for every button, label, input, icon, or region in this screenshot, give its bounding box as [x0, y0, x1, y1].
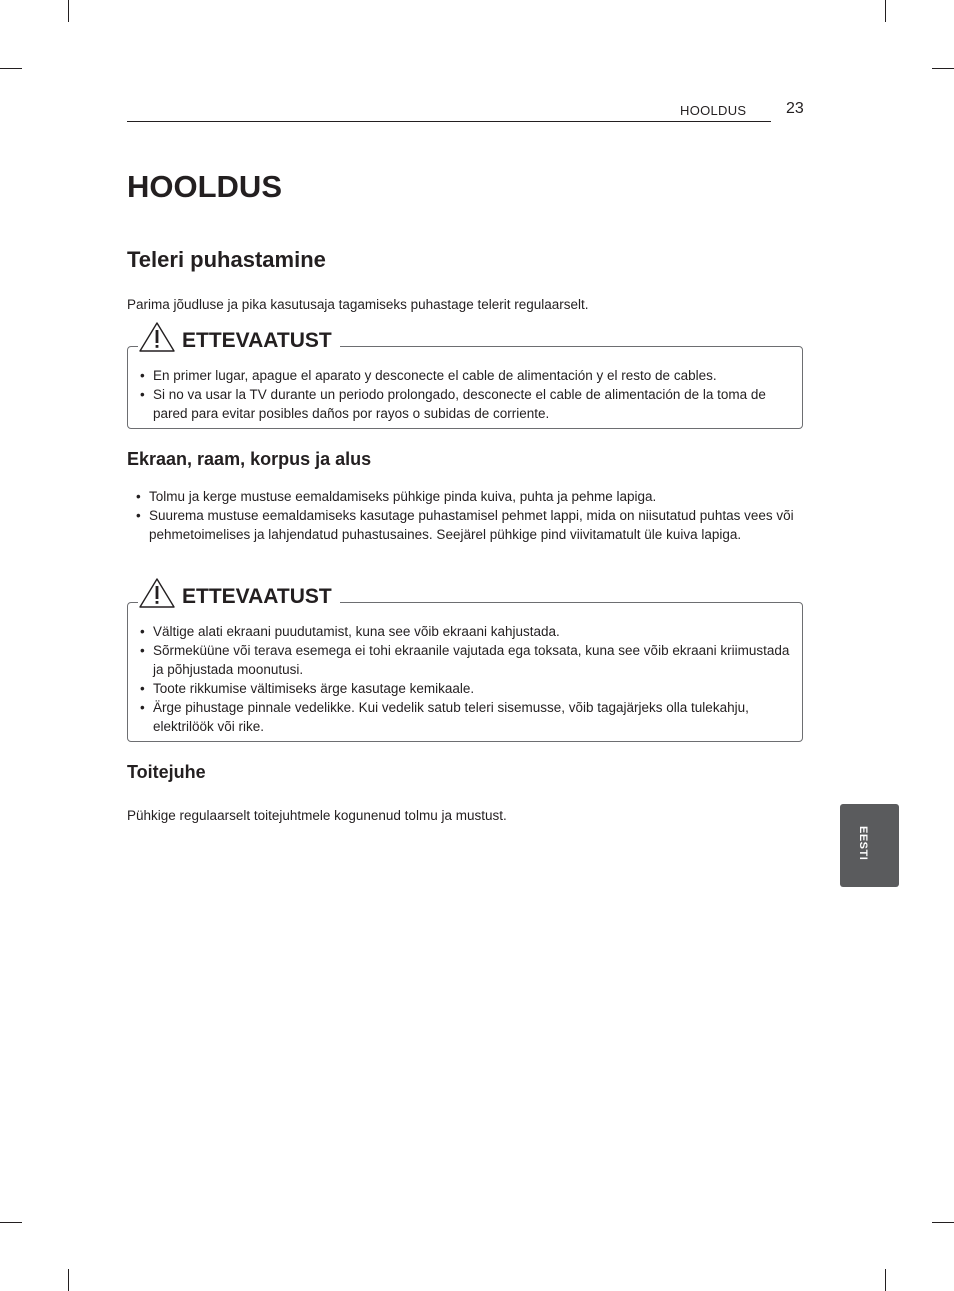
- caution-header: [138, 579, 340, 609]
- list-item: • En primer lugar, apague el aparato y desconecte el cable de alimentación y el resto de cables.: [140, 366, 792, 385]
- caution-header: [138, 323, 340, 353]
- crop-mark: [932, 68, 954, 69]
- power-cord-text: Pühkige regulaarselt toitejuhtmele kogunenud tolmu ja mustust.: [127, 808, 507, 823]
- page-title: HOOLDUS: [127, 169, 282, 204]
- caution-list: [140, 366, 792, 423]
- crop-mark: [0, 68, 22, 69]
- section-heading-cleaning: Teleri puhastamine: [127, 247, 326, 272]
- language-tab-label: EESTI: [857, 826, 869, 861]
- list-item: • Vältige alati ekraani puudutamist, kuna see võib ekraani kahjustada.: [140, 622, 792, 641]
- list-item: • Ärge pihustage pinnale vedelikke. Kui vedelik satub teleri sisemusse, võib tagajärjeks olla tulekahju, elektrilöök või rike.: [140, 698, 792, 736]
- list-item: • Si no va usar la TV durante un periodo prolongado, desconecte el cable de alimentación de la toma de pared para evitar posibles daños por rayos o subidas de corriente.: [140, 385, 792, 423]
- caution-list: [140, 622, 792, 736]
- list-item: • Sõrmeküüne või terava esemega ei tohi ekraanile vajutada ega toksata, kuna see võib ekraani kriimustada ja põhjustada moonutusi.: [140, 641, 792, 679]
- crop-mark: [885, 1269, 886, 1291]
- list-item: • Tolmu ja kerge mustuse eemaldamiseks pühkige pinda kuiva, puhta ja pehme lapiga.: [136, 487, 796, 506]
- caution-title: ETTEVAATUST: [182, 585, 332, 608]
- page-number: 23: [786, 100, 804, 117]
- crop-mark: [68, 1269, 69, 1291]
- crop-mark: [932, 1222, 954, 1223]
- cleaning-intro: Parima jõudluse ja pika kasutusaja tagamiseks puhastage telerit regulaarselt.: [127, 297, 589, 312]
- caution-box: [127, 585, 803, 742]
- warning-triangle-icon: [138, 577, 176, 609]
- list-item: • Suurema mustuse eemaldamiseks kasutage puhastamisel pehmet lappi, mida on niisutatud puhtas vees või pehmetoimelises ja lahjendatud puhastusaines. Seejärel pühkige pind viivitamatult üle kuiva lapiga.: [136, 506, 796, 544]
- section-heading-screen: Ekraan, raam, korpus ja alus: [127, 449, 372, 469]
- crop-mark: [885, 0, 886, 22]
- section-heading-power: Toitejuhe: [127, 762, 206, 782]
- screen-care-list: [136, 487, 796, 544]
- running-header-section: HOOLDUS: [680, 103, 747, 118]
- caution-box: [127, 329, 803, 429]
- list-item: • Toote rikkumise vältimiseks ärge kasutage kemikaale.: [140, 679, 792, 698]
- warning-triangle-icon: [138, 321, 176, 353]
- caution-title: ETTEVAATUST: [182, 329, 332, 352]
- crop-mark: [0, 1222, 22, 1223]
- header-divider: [127, 121, 771, 122]
- crop-mark: [68, 0, 69, 22]
- language-tab: [840, 804, 899, 887]
